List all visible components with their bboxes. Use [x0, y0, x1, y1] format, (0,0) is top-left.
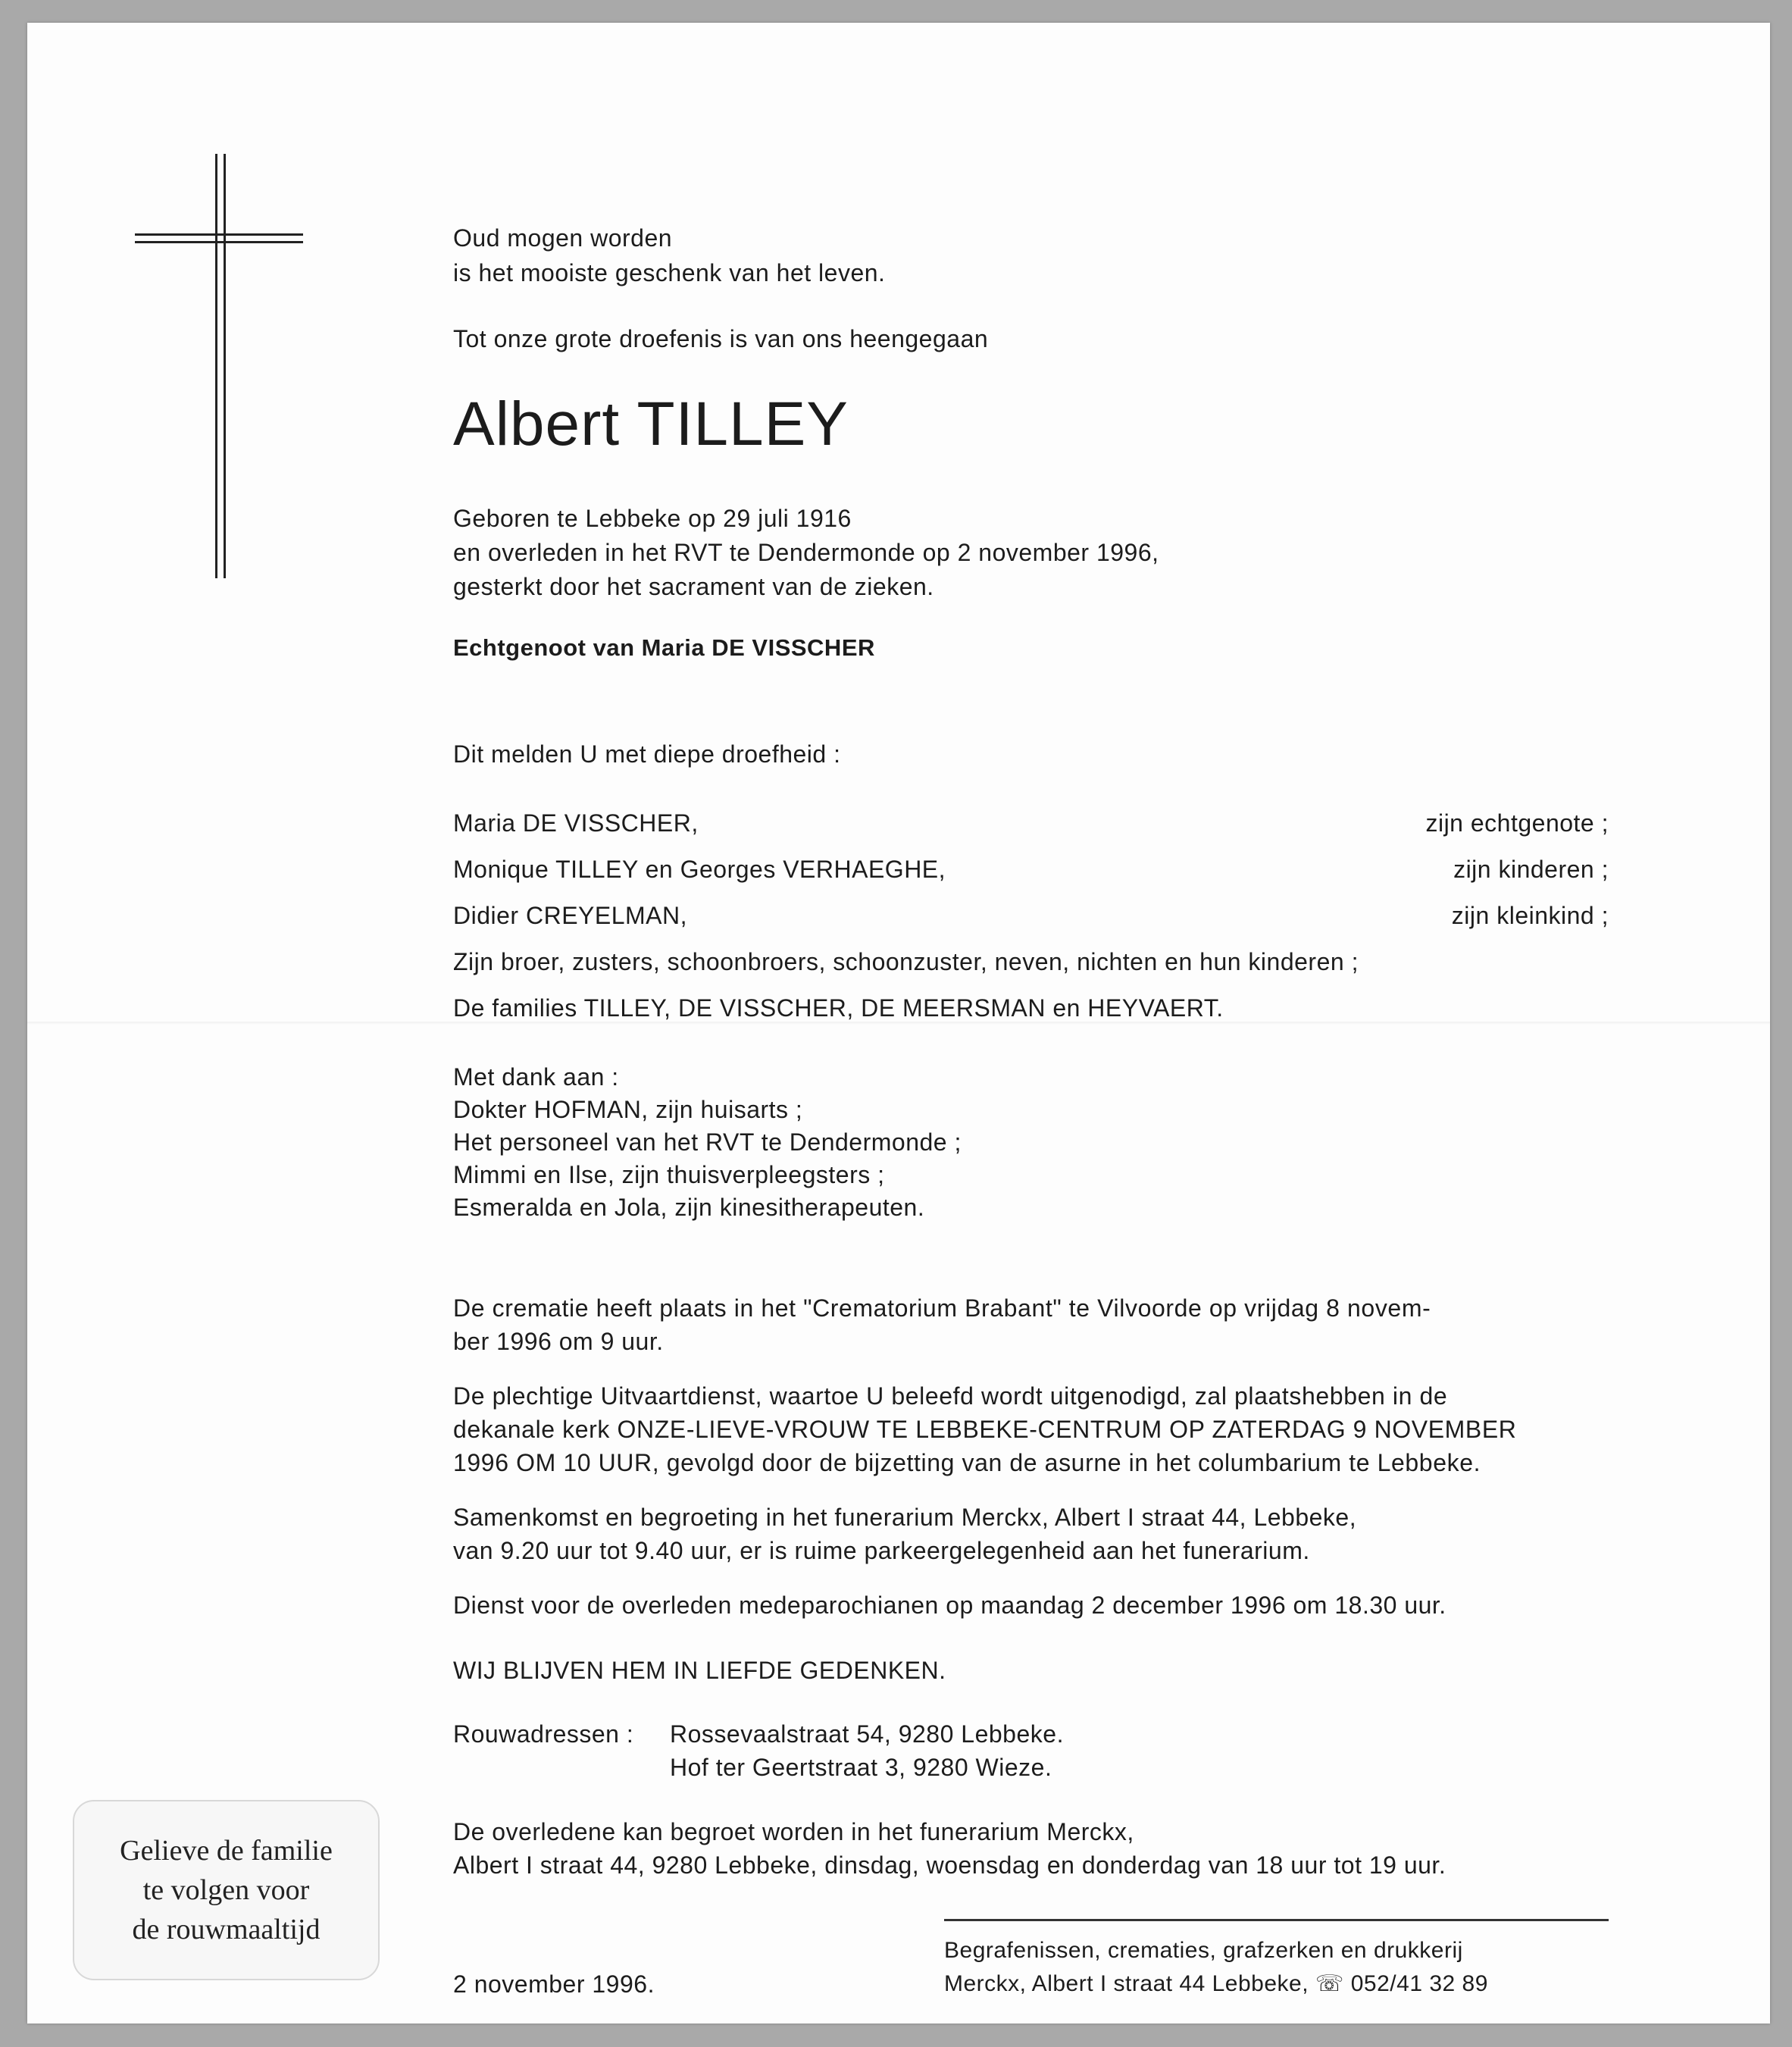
printer-line-2: Merckx, Albert I straat 44 Lebbeke, ☏ 052/41 32 89	[944, 1971, 1488, 1996]
sticker-line-2: te volgen voor	[142, 1874, 310, 1906]
families-line: De families TILLEY, DE VISSCHER, DE MEERSMAN en HEYVAERT.	[453, 994, 1224, 1022]
service-line-1: De plechtige Uitvaartdienst, waartoe U beleefd wordt uitgenodigd, zal plaatshebben in de	[453, 1382, 1448, 1410]
thanks-line-3: Mimmi en Ilse, zijn thuisverpleegsters ;	[453, 1161, 885, 1188]
birth-line: Geboren te Lebbeke op 29 juli 1916	[453, 505, 852, 532]
footer-date: 2 november 1996.	[453, 1970, 655, 1998]
announcement-intro: Dit melden U met diepe droefheid :	[453, 740, 841, 768]
deceased-name: Albert TILLEY	[453, 390, 849, 459]
visitation-line-2: Albert I straat 44, 9280 Lebbeke, dinsdag, woensdag en donderdag van 18 uur tot 19 uur.	[453, 1851, 1446, 1879]
cross-icon-bar	[135, 233, 303, 243]
address-line-1: Rossevaalstraat 54, 9280 Lebbeke.	[670, 1720, 1064, 1748]
cremation-line-2: ber 1996 om 9 uur.	[453, 1328, 664, 1355]
spouse-line: Echtgenoot van Maria DE VISSCHER	[453, 634, 875, 661]
sticker-line-3: de rouwmaaltijd	[132, 1914, 321, 1945]
quote-line-1: Oud mogen worden	[453, 224, 673, 252]
sacrament-line: gesterkt door het sacrament van de zieken.	[453, 573, 934, 600]
service-line-2: dekanale kerk ONZE-LIEVE-VROUW TE LEBBEKE-CENTRUM OP ZATERDAG 9 NOVEMBER	[453, 1416, 1517, 1443]
death-line: en overleden in het RVT te Dendermonde op 2 november 1996,	[453, 539, 1159, 566]
service-line-3: 1996 OM 10 UUR, gevolgd door de bijzetting van de asurne in het columbarium te Lebbeke.	[453, 1449, 1481, 1476]
quote-line-2: is het mooiste geschenk van het leven.	[453, 259, 886, 286]
printer-line-1: Begrafenissen, crematies, grafzerken en drukkerij	[944, 1938, 1463, 1963]
thanks-line-2: Het personeel van het RVT te Dendermonde ;	[453, 1128, 962, 1156]
mass-line: Dienst voor de overleden medeparochianen op maandag 2 december 1996 om 18.30 uur.	[453, 1592, 1446, 1619]
gathering-line-2: van 9.20 uur tot 9.40 uur, er is ruime parkeergelegenheid aan het funerarium.	[453, 1537, 1310, 1564]
family-name-2: Monique TILLEY en Georges VERHAEGHE,	[453, 856, 946, 883]
relatives-line: Zijn broer, zusters, schoonbroers, schoonzuster, neven, nichten en hun kinderen ;	[453, 948, 1359, 975]
thanks-heading: Met dank aan :	[453, 1063, 619, 1091]
sticker-line-1: Gelieve de familie	[120, 1835, 333, 1867]
mourning-card	[27, 23, 1770, 2024]
cremation-line-1: De crematie heeft plaats in het "Crematorium Brabant" te Vilvoorde op vrijdag 8 novem-	[453, 1294, 1431, 1322]
printer-divider	[944, 1919, 1609, 1921]
thanks-line-1: Dokter HOFMAN, zijn huisarts ;	[453, 1096, 803, 1123]
addresses-label: Rouwadressen :	[453, 1720, 634, 1748]
remembrance-line: WIJ BLIJVEN HEM IN LIEFDE GEDENKEN.	[453, 1657, 946, 1684]
family-name-1: Maria DE VISSCHER,	[453, 809, 699, 837]
address-line-2: Hof ter Geertstraat 3, 9280 Wieze.	[670, 1754, 1052, 1781]
family-relation-1: zijn echtgenote ;	[1425, 809, 1609, 837]
meal-invitation-sticker	[73, 1800, 380, 1980]
intro-line: Tot onze grote droefenis is van ons heengegaan	[453, 325, 989, 352]
family-name-3: Didier CREYELMAN,	[453, 902, 688, 929]
family-relation-3: zijn kleinkind ;	[1451, 902, 1609, 929]
visitation-line-1: De overledene kan begroet worden in het funerarium Merckx,	[453, 1818, 1134, 1845]
cross-icon	[215, 154, 226, 578]
thanks-line-4: Esmeralda en Jola, zijn kinesitherapeuten.	[453, 1194, 925, 1221]
family-relation-2: zijn kinderen ;	[1453, 856, 1609, 883]
gathering-line-1: Samenkomst en begroeting in het funerarium Merckx, Albert I straat 44, Lebbeke,	[453, 1504, 1357, 1531]
